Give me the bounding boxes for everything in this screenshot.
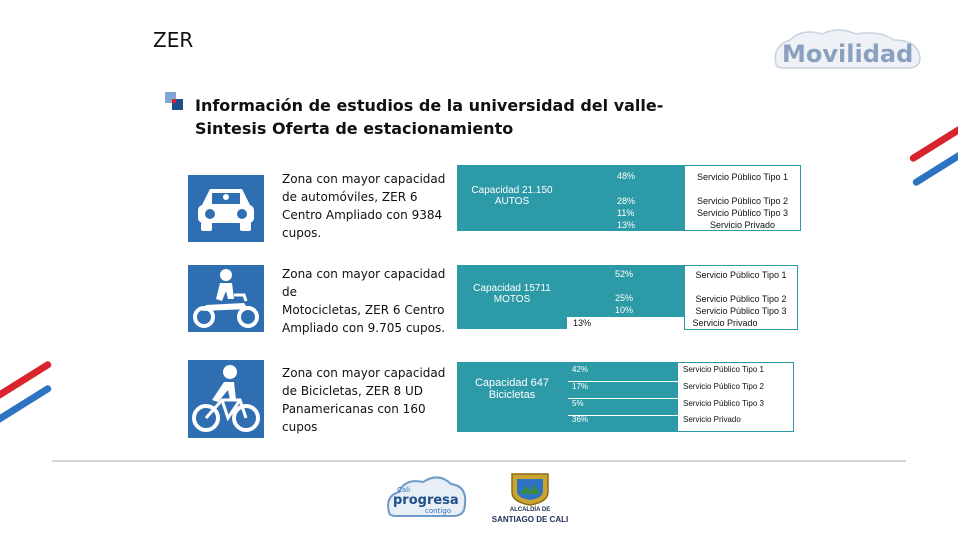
alcaldia-shield-icon xyxy=(508,472,552,506)
alcaldia-line1: ALCALDÍA DE xyxy=(509,507,551,513)
autos-label-1: Servicio Público Tipo 1 xyxy=(696,172,789,182)
cali-logo-big: progresa xyxy=(393,493,459,508)
car-icon-box xyxy=(188,175,264,242)
car-icon xyxy=(188,175,264,242)
bicis-description-line: de Bicicletas, ZER 8 UD xyxy=(282,384,423,398)
cali-logo-small: Cali xyxy=(397,486,411,494)
motos-description-line: Ampliado con 9.705 cupos. xyxy=(282,321,446,335)
autos-capacity-box xyxy=(457,165,567,231)
section-bullet-icon xyxy=(165,92,183,110)
motos-pct-2: 25% xyxy=(615,293,634,303)
motos-pct-4-cell xyxy=(567,317,684,329)
footer-divider xyxy=(52,460,906,462)
autos-labels xyxy=(684,165,801,231)
bicis-label-3: Servicio Público Tipo 3 xyxy=(683,399,764,408)
bicis-pct-4: 36% xyxy=(572,415,589,424)
motos-pct-1: 52% xyxy=(615,269,634,279)
autos-pct-2: 28% xyxy=(617,196,636,206)
autos-description-line: cupos. xyxy=(282,226,322,240)
section-title-line1: Información de estudios de la universidad del valle- xyxy=(195,96,664,115)
alcaldia-name xyxy=(483,506,577,524)
autos-pct-1: 48% xyxy=(617,171,636,181)
autos-pct-4: 13% xyxy=(617,220,636,230)
alcaldia-line2: SANTIAGO DE CALI xyxy=(491,515,569,524)
bicis-row xyxy=(568,365,793,382)
motos-percentages xyxy=(567,265,684,317)
bicis-row xyxy=(568,415,793,431)
bicis-row xyxy=(568,382,793,399)
motos-label-2: Servicio Público Tipo 2 xyxy=(695,294,787,304)
motorcycle-icon-box xyxy=(188,265,264,332)
autos-description-line: Centro Ampliado con 9384 xyxy=(282,208,443,222)
cali-logo-sub: contigo xyxy=(425,507,451,515)
motos-pct-3: 10% xyxy=(615,305,634,315)
bicis-label-1: Servicio Público Tipo 1 xyxy=(683,365,764,374)
motos-label-1: Servicio Público Tipo 1 xyxy=(695,270,787,280)
autos-description-line: Zona con mayor capacidad xyxy=(282,172,446,186)
motos-pct-4: 13% xyxy=(573,318,592,328)
motos-description-line: Zona con mayor capacidad de xyxy=(282,267,446,299)
bicis-description-line: cupos xyxy=(282,420,318,434)
motos-label-4: Servicio Privado xyxy=(692,318,758,328)
autos-description xyxy=(282,170,452,242)
bicis-row xyxy=(568,399,793,416)
bicycle-icon-box xyxy=(188,360,264,438)
motos-description xyxy=(282,265,457,337)
bicis-description xyxy=(282,364,452,436)
movilidad-logo-text: Movilidad xyxy=(782,40,914,68)
autos-percentages xyxy=(567,165,684,231)
bicis-capacity-box xyxy=(457,362,567,432)
bicis-pct-2: 17% xyxy=(572,382,589,391)
bicis-label-4: Servicio Privado xyxy=(683,415,741,424)
section-title xyxy=(195,94,663,140)
autos-capacity-line2: AUTOS xyxy=(494,196,530,207)
motorcycle-icon xyxy=(188,265,264,332)
motos-capacity-box xyxy=(457,265,567,329)
bicis-table xyxy=(567,362,794,432)
page-title: ZER xyxy=(153,28,194,52)
autos-label-4: Servicio Privado xyxy=(709,220,776,230)
motos-description-line: Motocicletas, ZER 6 Centro xyxy=(282,303,445,317)
bicis-label-2: Servicio Público Tipo 2 xyxy=(683,382,764,391)
motos-label-3: Servicio Público Tipo 3 xyxy=(695,306,787,316)
autos-label-3: Servicio Público Tipo 3 xyxy=(696,208,789,218)
autos-description-line: de automóviles, ZER 6 xyxy=(282,190,418,204)
motos-capacity-line1: Capacidad 15711 xyxy=(473,283,551,294)
movilidad-logo xyxy=(768,26,928,72)
bicis-capacity-line2: Bicicletas xyxy=(488,389,536,401)
bicis-pct-3: 5% xyxy=(572,399,584,408)
bicycle-icon xyxy=(188,360,264,438)
section-title-line2: Sintesis Oferta de estacionamiento xyxy=(195,119,514,138)
autos-label-2: Servicio Público Tipo 2 xyxy=(696,196,789,206)
autos-capacity-line1: Capacidad 21.150 xyxy=(471,185,553,196)
bicis-description-line: Zona con mayor capacidad xyxy=(282,366,446,380)
bicis-pct-1: 42% xyxy=(572,365,589,374)
motos-labels xyxy=(684,265,798,330)
bicis-capacity-line1: Capacidad 647 xyxy=(474,377,549,389)
cali-progresa-logo xyxy=(383,472,469,522)
motos-capacity-line2: MOTOS xyxy=(493,294,531,305)
bicis-description-line: Panamericanas con 160 xyxy=(282,402,426,416)
autos-pct-3: 11% xyxy=(617,208,635,218)
